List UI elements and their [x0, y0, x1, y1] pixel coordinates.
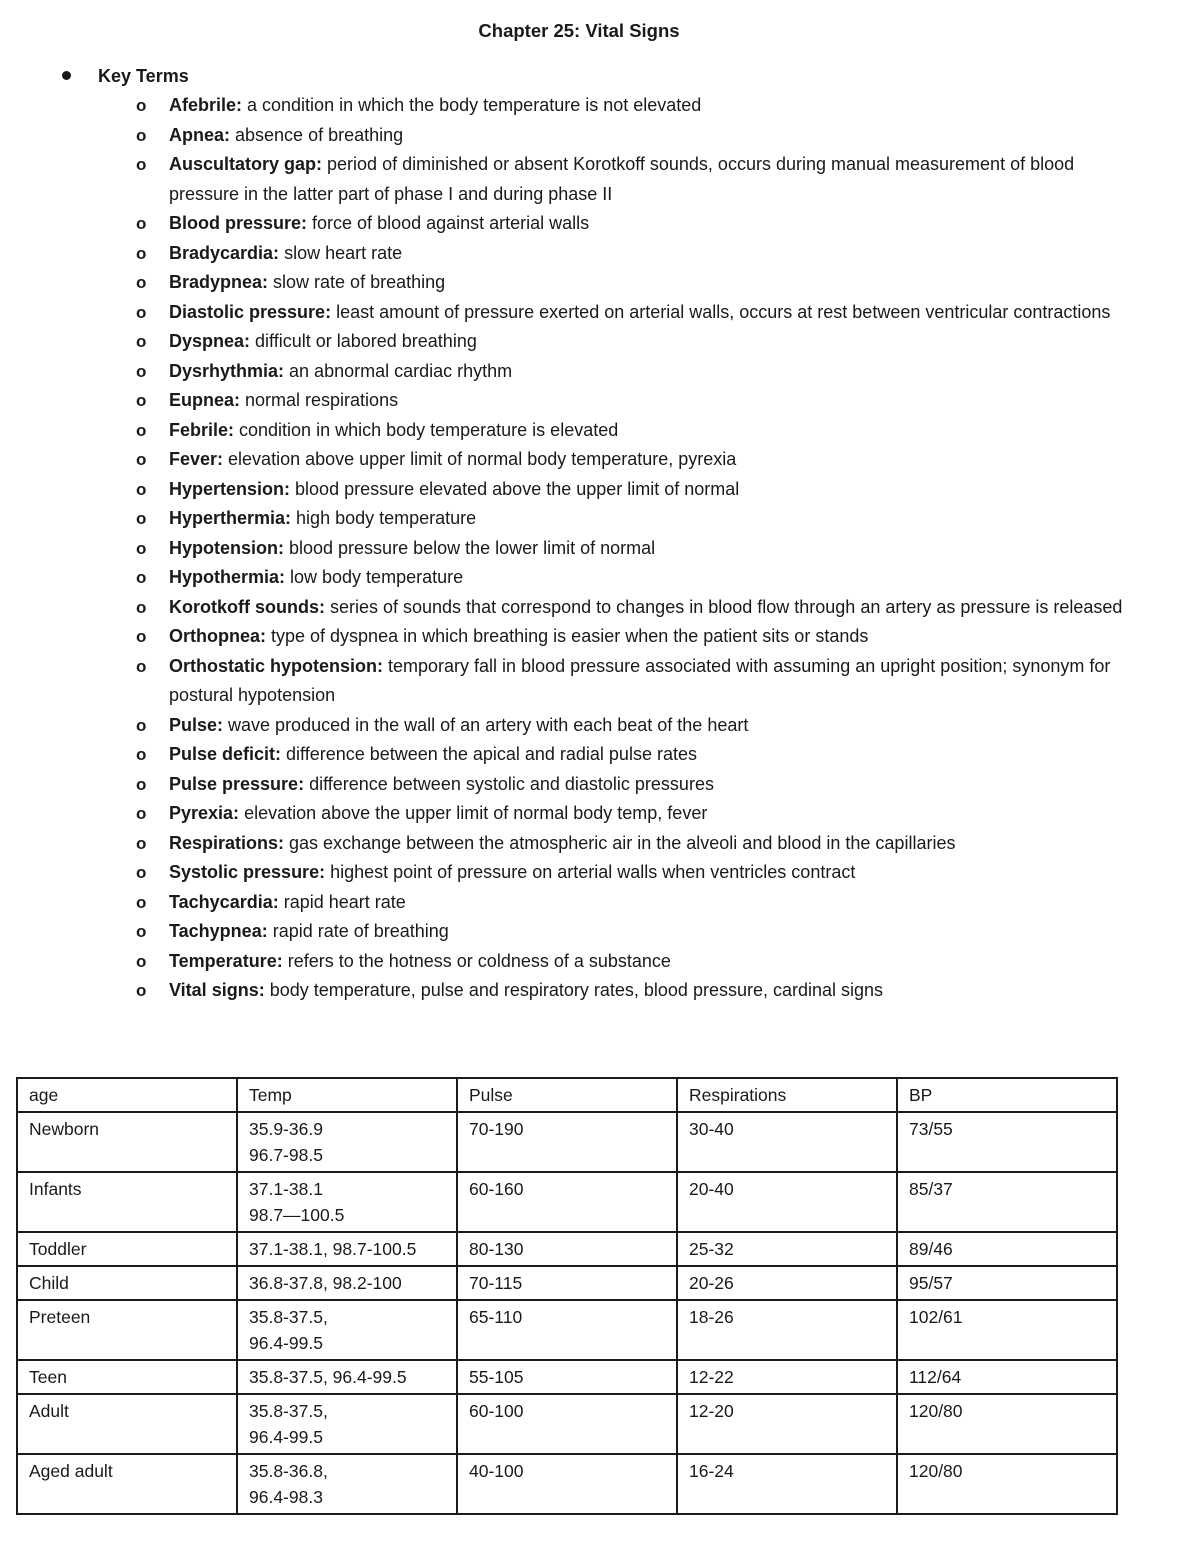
term-name: Orthostatic hypotension:	[169, 655, 384, 676]
column-header: Temp	[237, 1078, 457, 1112]
cell-text: Child	[29, 1273, 69, 1293]
term-item	[134, 416, 1134, 446]
list-marker-icon: o	[136, 155, 147, 174]
term-item	[134, 239, 1134, 269]
table-cell	[677, 1232, 897, 1266]
term-definition: rapid heart rate	[278, 891, 406, 912]
term-definition: low body temperature	[285, 567, 464, 587]
term-item	[134, 327, 1134, 357]
term-definition: condition in which body temperature is elevated	[234, 419, 619, 440]
column-header: age	[17, 1078, 237, 1112]
list-marker-icon: o	[136, 568, 147, 587]
cell-text: 73/55	[909, 1119, 953, 1139]
vital-signs-table	[16, 1077, 1118, 1515]
term-name: Pulse deficit:	[169, 744, 282, 764]
term-item	[134, 917, 1134, 947]
table-cell	[237, 1300, 457, 1360]
table-cell	[677, 1360, 897, 1394]
table-cell	[457, 1172, 677, 1232]
list-marker-icon: o	[136, 922, 147, 941]
cell-text: 95/57	[909, 1273, 953, 1293]
table-cell	[897, 1112, 1117, 1172]
table-cell	[17, 1454, 237, 1514]
term-definition: force of blood against arterial walls	[307, 213, 590, 233]
column-header: Pulse	[457, 1078, 677, 1112]
cell-text: 30-40	[689, 1119, 734, 1139]
cell-text: 35.8-37.5,	[249, 1307, 328, 1327]
term-definition: series of sounds that correspond to changes in blood flow through an artery as pressure is released	[324, 596, 1123, 617]
list-marker-icon: o	[136, 361, 147, 381]
term-name: Dyspnea:	[169, 331, 251, 351]
cell-text: Aged adult	[29, 1461, 113, 1481]
cell-text: 65-110	[469, 1307, 523, 1327]
table-cell	[457, 1394, 677, 1454]
table-row	[17, 1454, 1117, 1514]
cell-text: Newborn	[29, 1119, 100, 1139]
cell-text: 35.8-37.5, 96.4-99.5	[249, 1367, 407, 1387]
term-name: Systolic pressure:	[169, 862, 326, 882]
table-cell	[457, 1300, 677, 1360]
table-cell	[17, 1266, 237, 1300]
table-row	[17, 1172, 1117, 1232]
cell-text: 60-160	[469, 1179, 524, 1199]
term-name: Eupnea:	[169, 390, 241, 410]
list-marker-icon: o	[136, 656, 147, 676]
term-item	[134, 740, 1134, 770]
cell-text: 18-26	[689, 1307, 734, 1327]
term-name: Febrile:	[169, 419, 235, 440]
term-definition: absence of breathing	[230, 124, 404, 145]
cell-text: 12-20	[689, 1401, 734, 1421]
table-cell	[897, 1172, 1117, 1232]
table-cell	[677, 1394, 897, 1454]
term-item	[134, 652, 1134, 711]
table-cell	[897, 1266, 1117, 1300]
table-cell	[677, 1172, 897, 1232]
list-marker-icon: o	[136, 479, 147, 499]
term-item	[134, 711, 1134, 741]
table-cell	[17, 1112, 237, 1172]
term-name: Tachypnea:	[169, 921, 268, 941]
list-marker-icon: o	[136, 981, 147, 1000]
term-item	[134, 386, 1134, 416]
table-cell	[17, 1172, 237, 1232]
table-cell	[237, 1172, 457, 1232]
term-item	[134, 976, 1134, 1006]
key-terms-list	[134, 91, 1134, 1006]
list-marker-icon: o	[136, 863, 147, 882]
column-header: BP	[897, 1078, 1117, 1112]
term-definition: blood pressure elevated above the upper limit of normal	[290, 478, 740, 499]
list-marker-icon: o	[136, 509, 147, 528]
term-item	[134, 622, 1134, 652]
cell-text: 36.8-37.8, 98.2-100	[249, 1273, 402, 1293]
cell-text: 80-130	[469, 1239, 524, 1259]
term-item	[134, 121, 1134, 151]
term-definition: period of diminished or absent Korotkoff sounds, occurs during manual measurement of blood pressure in the latter part of phase I and during phase II	[169, 154, 1075, 204]
list-marker-icon: o	[136, 450, 147, 469]
cell-text: 60-100	[469, 1401, 524, 1421]
term-definition: rapid rate of breathing	[267, 921, 449, 941]
term-item	[134, 445, 1134, 475]
bullet-icon	[62, 71, 71, 80]
term-definition: slow heart rate	[279, 242, 403, 263]
term-definition: gas exchange between the atmospheric air in the alveoli and blood in the capillaries	[284, 832, 956, 853]
term-item	[134, 504, 1134, 534]
list-marker-icon: o	[136, 214, 147, 233]
term-name: Korotkoff sounds:	[169, 596, 325, 617]
term-item	[134, 268, 1134, 298]
cell-text: 37.1-38.1	[249, 1179, 323, 1199]
table-cell	[457, 1112, 677, 1172]
cell-text: 89/46	[909, 1239, 953, 1259]
term-name: Pyrexia:	[169, 803, 240, 823]
term-name: Afebrile:	[169, 95, 243, 115]
table-cell	[897, 1232, 1117, 1266]
term-item	[134, 799, 1134, 829]
list-marker-icon: o	[136, 597, 147, 617]
cell-text: 35.8-36.8,	[249, 1461, 328, 1481]
term-definition: difficult or labored breathing	[250, 331, 477, 351]
term-definition: difference between the apical and radial pulse rates	[281, 744, 697, 764]
term-definition: a condition in which the body temperature is not elevated	[242, 95, 702, 115]
table-cell	[17, 1232, 237, 1266]
cell-text: Adult	[29, 1401, 69, 1421]
term-definition: body temperature, pulse and respiratory rates, blood pressure, cardinal signs	[264, 980, 884, 1000]
cell-text: 55-105	[469, 1367, 524, 1387]
term-name: Pulse:	[169, 714, 224, 735]
table-cell	[17, 1300, 237, 1360]
table-body	[17, 1112, 1117, 1514]
cell-text: 35.8-37.5,	[249, 1401, 328, 1421]
table-cell	[237, 1454, 457, 1514]
table-row	[17, 1394, 1117, 1454]
term-definition: least amount of pressure exerted on arterial walls, occurs at rest between ventricular contractions	[331, 301, 1111, 322]
cell-text: 96.4-99.5	[249, 1333, 323, 1353]
term-name: Temperature:	[169, 950, 283, 971]
cell-text: Teen	[29, 1367, 67, 1387]
table-row	[17, 1112, 1117, 1172]
list-marker-icon: o	[136, 745, 147, 764]
list-marker-icon: o	[136, 125, 147, 145]
term-name: Pulse pressure:	[169, 773, 305, 794]
cell-text: Infants	[29, 1179, 82, 1199]
table-cell	[457, 1360, 677, 1394]
list-marker-icon: o	[136, 243, 147, 263]
cell-text: 70-190	[469, 1119, 524, 1139]
table-cell	[17, 1360, 237, 1394]
cell-text: 35.9-36.9	[249, 1119, 323, 1139]
term-item	[134, 298, 1134, 328]
page-title: Chapter 25: Vital Signs	[478, 20, 680, 41]
cell-text: 98.7—100.5	[249, 1205, 345, 1225]
term-item	[134, 91, 1134, 121]
list-marker-icon: o	[136, 391, 147, 410]
table-cell	[237, 1112, 457, 1172]
cell-text: 37.1-38.1, 98.7-100.5	[249, 1239, 417, 1259]
list-marker-icon: o	[136, 627, 147, 646]
list-marker-icon: o	[136, 332, 147, 351]
cell-text: 96.4-99.5	[249, 1427, 323, 1447]
term-name: Auscultatory gap:	[169, 154, 323, 174]
term-definition: blood pressure below the lower limit of normal	[284, 537, 656, 558]
cell-text: 16-24	[689, 1461, 734, 1481]
term-name: Diastolic pressure:	[169, 301, 332, 322]
term-item	[134, 770, 1134, 800]
table-cell	[897, 1454, 1117, 1514]
cell-text: 25-32	[689, 1239, 734, 1259]
list-marker-icon: o	[136, 715, 147, 735]
term-definition: an abnormal cardiac rhythm	[284, 360, 513, 381]
list-marker-icon: o	[136, 892, 147, 912]
term-name: Apnea:	[169, 124, 231, 145]
term-definition: refers to the hotness or coldness of a substance	[282, 950, 671, 971]
table-cell	[237, 1360, 457, 1394]
term-item	[134, 534, 1134, 564]
term-name: Hypotension:	[169, 537, 284, 558]
cell-text: 20-40	[689, 1179, 734, 1199]
list-marker-icon: o	[136, 804, 147, 823]
term-name: Blood pressure:	[169, 213, 308, 233]
term-definition: type of dyspnea in which breathing is easier when the patient sits or stands	[266, 626, 869, 646]
term-item	[134, 593, 1134, 623]
term-item	[134, 829, 1134, 859]
table-cell	[897, 1394, 1117, 1454]
term-name: Bradycardia:	[169, 242, 280, 263]
list-marker-icon: o	[136, 96, 147, 115]
term-name: Tachycardia:	[169, 891, 279, 912]
list-marker-icon: o	[136, 833, 147, 853]
term-name: Dysrhythmia:	[169, 360, 285, 381]
term-definition: wave produced in the wall of an artery with each beat of the heart	[223, 714, 749, 735]
term-item	[134, 209, 1134, 239]
cell-text: 120/80	[909, 1401, 963, 1421]
term-definition: temporary fall in blood pressure associated with assuming an upright position; synonym for postural hypotension	[169, 655, 1111, 705]
table-cell	[677, 1112, 897, 1172]
table-cell	[237, 1394, 457, 1454]
term-name: Respirations:	[169, 832, 285, 853]
table-cell	[897, 1360, 1117, 1394]
term-item	[134, 888, 1134, 918]
table-row	[17, 1360, 1117, 1394]
term-name: Hyperthermia:	[169, 508, 292, 528]
term-name: Hypothermia:	[169, 567, 286, 587]
term-item	[134, 858, 1134, 888]
cell-text: 96.4-98.3	[249, 1487, 323, 1507]
term-definition: elevation above upper limit of normal body temperature, pyrexia	[223, 449, 737, 469]
table-row	[17, 1300, 1117, 1360]
term-definition: normal respirations	[240, 390, 399, 410]
term-definition: difference between systolic and diastolic pressures	[304, 773, 714, 794]
table-cell	[677, 1454, 897, 1514]
term-item	[134, 150, 1134, 209]
term-definition: high body temperature	[291, 508, 477, 528]
table-row	[17, 1232, 1117, 1266]
table-cell	[237, 1266, 457, 1300]
list-marker-icon: o	[136, 774, 147, 794]
table-cell	[457, 1454, 677, 1514]
cell-text: 20-26	[689, 1273, 734, 1293]
table-cell	[897, 1300, 1117, 1360]
term-item	[134, 357, 1134, 387]
term-definition: highest point of pressure on arterial walls when ventricles contract	[325, 862, 856, 882]
list-marker-icon: o	[136, 538, 147, 558]
list-marker-icon: o	[136, 420, 147, 440]
cell-text: 102/61	[909, 1307, 963, 1327]
table-cell	[677, 1300, 897, 1360]
cell-text: 12-22	[689, 1367, 734, 1387]
term-item	[134, 947, 1134, 977]
cell-text: 120/80	[909, 1461, 963, 1481]
column-header: Respirations	[677, 1078, 897, 1112]
table-row	[17, 1266, 1117, 1300]
term-item	[134, 563, 1134, 593]
cell-text: 85/37	[909, 1179, 953, 1199]
term-name: Orthopnea:	[169, 626, 266, 646]
table-header-row	[17, 1078, 1117, 1112]
table-cell	[457, 1266, 677, 1300]
cell-text: 40-100	[469, 1461, 524, 1481]
list-marker-icon: o	[136, 273, 147, 292]
table-cell	[457, 1232, 677, 1266]
term-name: Fever:	[169, 449, 224, 469]
term-name: Bradypnea:	[169, 272, 269, 292]
table-cell	[237, 1232, 457, 1266]
list-marker-icon: o	[136, 951, 147, 971]
cell-text: 112/64	[909, 1367, 962, 1387]
term-name: Hypertension:	[169, 478, 291, 499]
cell-text: 70-115	[469, 1273, 523, 1293]
table-cell	[17, 1394, 237, 1454]
term-definition: slow rate of breathing	[268, 272, 446, 292]
cell-text: Toddler	[29, 1239, 87, 1259]
cell-text: 96.7-98.5	[249, 1145, 323, 1165]
list-marker-icon: o	[136, 302, 147, 322]
cell-text: Preteen	[29, 1307, 91, 1327]
table-cell	[677, 1266, 897, 1300]
term-name: Vital signs:	[169, 980, 265, 1000]
key-terms-heading: Key Terms	[98, 66, 189, 86]
term-item	[134, 475, 1134, 505]
term-definition: elevation above the upper limit of normal body temp, fever	[239, 803, 708, 823]
